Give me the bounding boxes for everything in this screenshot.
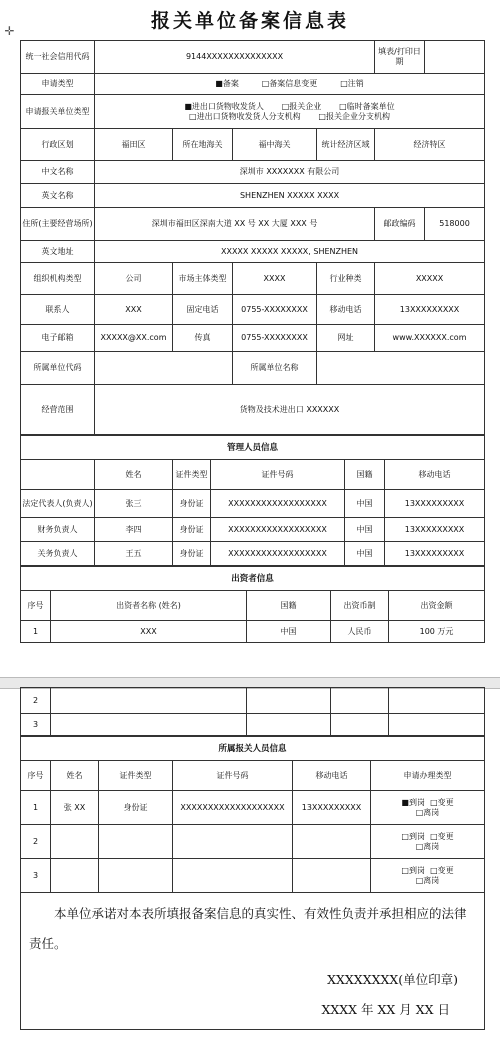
parent-name-value[interactable] bbox=[317, 352, 485, 385]
unit-seal: XXXXXXXX(单位印章) bbox=[327, 972, 459, 987]
broker-col-apply-type: 申请办理类型 bbox=[371, 761, 485, 791]
english-name-value[interactable]: SHENZHEN XXXXX XXXX bbox=[95, 184, 485, 208]
parent-name-label: 所属单位名称 bbox=[233, 352, 317, 385]
row-parent-unit bbox=[21, 352, 485, 385]
website-value[interactable]: www.XXXXXX.com bbox=[375, 325, 485, 352]
row-application-type bbox=[21, 74, 485, 95]
promise-block bbox=[21, 893, 485, 1030]
mgmt-col-idno: 证件号码 bbox=[211, 460, 345, 490]
broker-idtype[interactable] bbox=[99, 859, 173, 893]
broker-mobile[interactable] bbox=[293, 825, 371, 859]
broker-name[interactable] bbox=[51, 825, 99, 859]
address-value[interactable]: 深圳市福田区深南大道 XX 号 XX 大厦 XXX 号 bbox=[95, 208, 375, 241]
unit-type-options bbox=[95, 95, 485, 129]
inv-amount[interactable] bbox=[389, 714, 485, 736]
broker-idno[interactable] bbox=[173, 859, 293, 893]
parent-code-label: 所属单位代码 bbox=[21, 352, 95, 385]
mgmt-role: 关务负责人 bbox=[21, 542, 95, 566]
application-type-label: 申请类型 bbox=[21, 74, 95, 95]
fax-label: 传真 bbox=[173, 325, 233, 352]
fill-date-label: 填表/打印日期 bbox=[375, 41, 425, 74]
inv-currency[interactable] bbox=[331, 714, 389, 736]
inv-no: 2 bbox=[21, 688, 51, 714]
mgmt-role: 法定代表人(负责人) bbox=[21, 490, 95, 518]
sign-date: XXXX 年 XX 月 XX 日 bbox=[321, 1002, 451, 1017]
industry-label: 行业种类 bbox=[317, 263, 375, 295]
inv-col-name: 出资者名称 (姓名) bbox=[51, 591, 247, 621]
option-leave[interactable]: □离岗 bbox=[415, 841, 440, 851]
fill-date-value[interactable] bbox=[425, 41, 485, 74]
mgmt-idno[interactable]: XXXXXXXXXXXXXXXXXX bbox=[211, 542, 345, 566]
table-row bbox=[21, 542, 485, 566]
mgmt-idtype[interactable]: 身份证 bbox=[173, 542, 211, 566]
table-row bbox=[21, 518, 485, 542]
table-row bbox=[21, 859, 485, 893]
broker-col-mobile: 移动电话 bbox=[293, 761, 371, 791]
registration-table bbox=[20, 40, 485, 435]
form-page-2 bbox=[20, 687, 484, 1030]
broker-idno[interactable]: XXXXXXXXXXXXXXXXXXX bbox=[173, 791, 293, 825]
postal-code-value[interactable]: 518000 bbox=[425, 208, 485, 241]
option-record-change[interactable]: □备案信息变更 bbox=[261, 79, 318, 88]
economic-zone-label: 统计经济区域 bbox=[317, 129, 375, 161]
mgmt-idno[interactable]: XXXXXXXXXXXXXXXXXX bbox=[211, 518, 345, 542]
inv-amount[interactable]: 100 万元 bbox=[389, 621, 485, 643]
mgmt-nationality[interactable]: 中国 bbox=[345, 542, 385, 566]
english-name-label: 英文名称 bbox=[21, 184, 95, 208]
broker-col-name: 姓名 bbox=[51, 761, 99, 791]
mgmt-mobile[interactable]: 13XXXXXXXXX bbox=[385, 518, 485, 542]
option-broker-branch[interactable]: □报关企业分支机构 bbox=[318, 111, 390, 121]
row-credit-code bbox=[21, 41, 485, 74]
broker-col-no: 序号 bbox=[21, 761, 51, 791]
investor-table-continued bbox=[20, 687, 485, 736]
row-address bbox=[21, 208, 485, 241]
option-change[interactable]: □变更 bbox=[430, 831, 454, 841]
english-address-label: 英文地址 bbox=[21, 241, 95, 263]
broker-apply-options bbox=[371, 859, 485, 893]
broker-header-row bbox=[21, 761, 485, 791]
option-customs-broker[interactable]: □报关企业 bbox=[281, 101, 322, 111]
inv-no: 3 bbox=[21, 714, 51, 736]
mgmt-col-name: 姓名 bbox=[95, 460, 173, 490]
mgmt-mobile[interactable]: 13XXXXXXXXX bbox=[385, 490, 485, 518]
economic-zone-value[interactable]: 经济特区 bbox=[375, 129, 485, 161]
broker-apply-options bbox=[371, 791, 485, 825]
promise-row bbox=[21, 893, 485, 1030]
mobile-value[interactable]: 13XXXXXXXXX bbox=[375, 295, 485, 325]
inv-col-no: 序号 bbox=[21, 591, 51, 621]
option-onboard[interactable]: ■到岗 bbox=[401, 797, 425, 807]
parent-code-value[interactable] bbox=[95, 352, 233, 385]
inv-currency[interactable] bbox=[331, 688, 389, 714]
fax-value[interactable]: 0755-XXXXXXXX bbox=[233, 325, 317, 352]
inv-col-currency: 出资币制 bbox=[331, 591, 389, 621]
option-onboard[interactable]: □到岗 bbox=[401, 865, 425, 875]
option-record[interactable]: ■备案 bbox=[215, 79, 239, 88]
email-value[interactable]: XXXXX@XX.com bbox=[95, 325, 173, 352]
mgmt-idtype[interactable]: 身份证 bbox=[173, 518, 211, 542]
chinese-name-label: 中文名称 bbox=[21, 161, 95, 184]
broker-col-idtype: 证件类型 bbox=[99, 761, 173, 791]
broker-idtype[interactable] bbox=[99, 825, 173, 859]
mgmt-col-mobile: 移动电话 bbox=[385, 460, 485, 490]
management-section-header: 管理人员信息 bbox=[21, 436, 485, 460]
mgmt-name[interactable]: 张三 bbox=[95, 490, 173, 518]
inv-nationality[interactable] bbox=[247, 714, 331, 736]
mgmt-idno[interactable]: XXXXXXXXXXXXXXXXXX bbox=[211, 490, 345, 518]
inv-no: 1 bbox=[21, 621, 51, 643]
inv-name[interactable] bbox=[51, 714, 247, 736]
option-change[interactable]: □变更 bbox=[430, 865, 454, 875]
inv-name[interactable] bbox=[51, 688, 247, 714]
org-type-label: 组织机构类型 bbox=[21, 263, 95, 295]
broker-apply-options bbox=[371, 825, 485, 859]
broker-no: 2 bbox=[21, 825, 51, 859]
row-unit-type bbox=[21, 95, 485, 129]
mgmt-col-idtype: 证件类型 bbox=[173, 460, 211, 490]
option-onboard[interactable]: □到岗 bbox=[401, 831, 425, 841]
contact-value[interactable]: XXX bbox=[95, 295, 173, 325]
inv-currency[interactable]: 人民币 bbox=[331, 621, 389, 643]
row-email bbox=[21, 325, 485, 352]
inv-amount[interactable] bbox=[389, 688, 485, 714]
customs-value[interactable]: 福中海关 bbox=[233, 129, 317, 161]
mgmt-col-nationality: 国籍 bbox=[345, 460, 385, 490]
broker-no: 1 bbox=[21, 791, 51, 825]
page-title: 报关单位备案信息表 bbox=[150, 10, 349, 32]
option-consignee-branch[interactable]: □进出口货物收发货人分支机构 bbox=[189, 111, 301, 121]
mgmt-col-role bbox=[21, 460, 95, 490]
row-region bbox=[21, 129, 485, 161]
mobile-label: 移动电话 bbox=[317, 295, 375, 325]
market-type-value[interactable]: XXXX bbox=[233, 263, 317, 295]
option-temporary[interactable]: □临时备案单位 bbox=[339, 101, 395, 111]
mgmt-role: 财务负责人 bbox=[21, 518, 95, 542]
management-table bbox=[20, 435, 485, 566]
credit-code-label: 统一社会信用代码 bbox=[21, 41, 95, 74]
promise-text: 本单位承诺对本表所填报备案信息的真实性、有效性负责并承担相应的法律责任。 bbox=[29, 906, 467, 951]
inv-nationality[interactable] bbox=[247, 688, 331, 714]
inv-nationality[interactable]: 中国 bbox=[247, 621, 331, 643]
investor-header-row bbox=[21, 591, 485, 621]
inv-col-amount: 出资金额 bbox=[389, 591, 485, 621]
landline-label: 固定电话 bbox=[173, 295, 233, 325]
english-address-value[interactable]: XXXXX XXXXX XXXXX, SHENZHEN bbox=[95, 241, 485, 263]
table-row bbox=[21, 714, 485, 736]
contact-label: 联系人 bbox=[21, 295, 95, 325]
business-scope-value[interactable]: 货物及技术进出口 XXXXXX bbox=[95, 385, 485, 435]
business-scope-label: 经营范围 bbox=[21, 385, 95, 435]
org-type-value[interactable]: 公司 bbox=[95, 263, 173, 295]
table-row bbox=[21, 490, 485, 518]
broker-col-idno: 证件号码 bbox=[173, 761, 293, 791]
table-row bbox=[21, 791, 485, 825]
form-page-1 bbox=[20, 40, 484, 643]
option-change[interactable]: □变更 bbox=[430, 797, 454, 807]
row-contact bbox=[21, 295, 485, 325]
mgmt-nationality[interactable]: 中国 bbox=[345, 518, 385, 542]
investor-table bbox=[20, 566, 485, 643]
broker-no: 3 bbox=[21, 859, 51, 893]
option-consignee[interactable]: ■进出口货物收发货人 bbox=[184, 101, 264, 111]
broker-name[interactable] bbox=[51, 859, 99, 893]
table-row bbox=[21, 825, 485, 859]
option-cancel[interactable]: □注销 bbox=[340, 79, 364, 88]
website-label: 网址 bbox=[317, 325, 375, 352]
mgmt-mobile[interactable]: 13XXXXXXXXX bbox=[385, 542, 485, 566]
mgmt-nationality[interactable]: 中国 bbox=[345, 490, 385, 518]
row-chinese-name bbox=[21, 161, 485, 184]
option-leave[interactable]: □离岗 bbox=[415, 807, 440, 817]
option-leave[interactable]: □离岗 bbox=[415, 875, 440, 885]
broker-section-header: 所属报关人员信息 bbox=[21, 737, 485, 761]
broker-idno[interactable] bbox=[173, 825, 293, 859]
inv-name[interactable]: XXX bbox=[51, 621, 247, 643]
table-move-handle-icon[interactable]: ✛ bbox=[4, 24, 15, 38]
chinese-name-value[interactable]: 深圳市 XXXXXXX 有限公司 bbox=[95, 161, 485, 184]
email-label: 电子邮箱 bbox=[21, 325, 95, 352]
mgmt-name[interactable]: 李四 bbox=[95, 518, 173, 542]
application-type-options bbox=[95, 74, 485, 95]
region-value[interactable]: 福田区 bbox=[95, 129, 173, 161]
region-label: 行政区划 bbox=[21, 129, 95, 161]
investor-section-header: 出资者信息 bbox=[21, 567, 485, 591]
row-english-name bbox=[21, 184, 485, 208]
row-org-type bbox=[21, 263, 485, 295]
address-label: 住所(主要经营场所) bbox=[21, 208, 95, 241]
mgmt-name[interactable]: 王五 bbox=[95, 542, 173, 566]
row-business-scope bbox=[21, 385, 485, 435]
broker-table bbox=[20, 736, 485, 1030]
landline-value[interactable]: 0755-XXXXXXXX bbox=[233, 295, 317, 325]
market-type-label: 市场主体类型 bbox=[173, 263, 233, 295]
table-row bbox=[21, 621, 485, 643]
inv-col-nationality: 国籍 bbox=[247, 591, 331, 621]
broker-mobile[interactable]: 13XXXXXXXXX bbox=[293, 791, 371, 825]
postal-code-label: 邮政编码 bbox=[375, 208, 425, 241]
row-english-address bbox=[21, 241, 485, 263]
mgmt-idtype[interactable]: 身份证 bbox=[173, 490, 211, 518]
credit-code-value[interactable]: 9144XXXXXXXXXXXXXX bbox=[95, 41, 375, 74]
broker-name[interactable]: 张 XX bbox=[51, 791, 99, 825]
unit-type-label: 申请报关单位类型 bbox=[21, 95, 95, 129]
broker-mobile[interactable] bbox=[293, 859, 371, 893]
table-row bbox=[21, 688, 485, 714]
industry-value[interactable]: XXXXX bbox=[375, 263, 485, 295]
broker-idtype[interactable]: 身份证 bbox=[99, 791, 173, 825]
customs-label: 所在地海关 bbox=[173, 129, 233, 161]
management-header-row bbox=[21, 460, 485, 490]
